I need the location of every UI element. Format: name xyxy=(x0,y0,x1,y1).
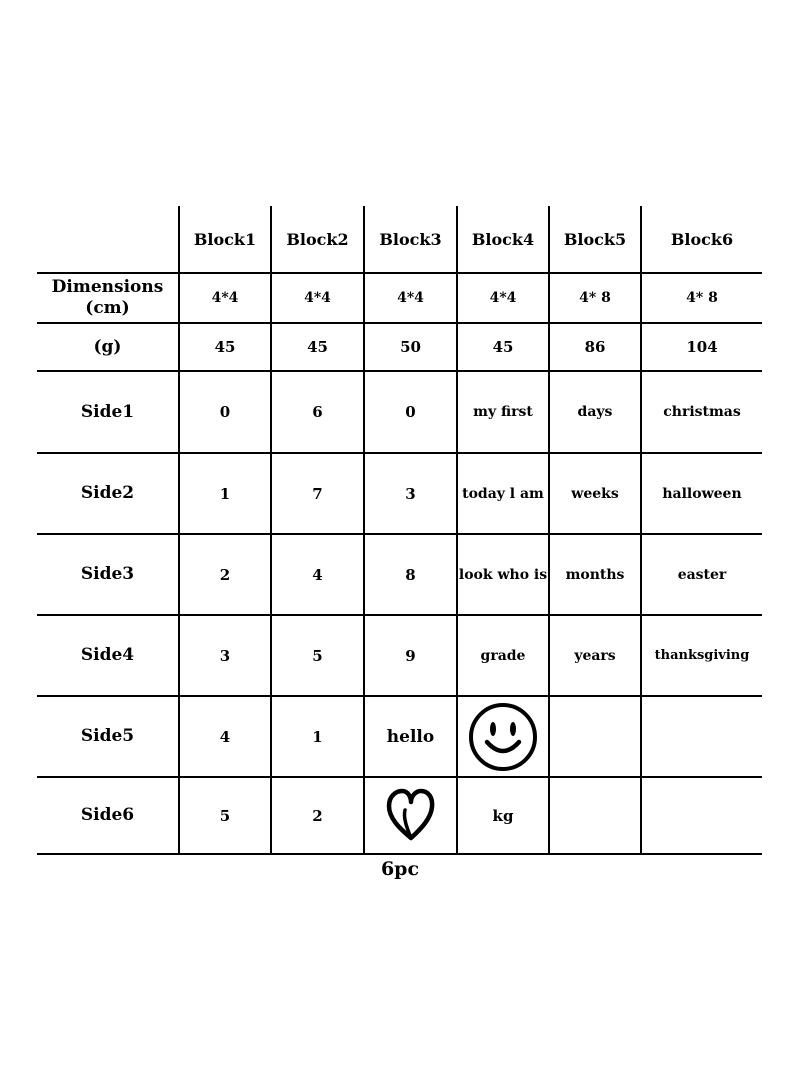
table-cell: my first xyxy=(457,371,549,453)
row-label-weight: (g) xyxy=(37,323,179,371)
table-row-side2 xyxy=(37,453,762,534)
table-cell: 0 xyxy=(179,371,271,453)
table-cell: 4* 8 xyxy=(641,273,762,323)
column-header-block5: Block5 xyxy=(549,206,641,273)
table-cell: weeks xyxy=(549,453,641,534)
table-cell: 45 xyxy=(271,323,364,371)
table-cell xyxy=(641,696,762,777)
table-cell: 45 xyxy=(179,323,271,371)
table-cell-icon xyxy=(364,777,457,854)
table-cell: years xyxy=(549,615,641,696)
table-row-side4 xyxy=(37,615,762,696)
smiley-face-icon xyxy=(468,702,538,772)
table-row-dimensions xyxy=(37,273,762,323)
table-cell: grade xyxy=(457,615,549,696)
column-header-block3: Block3 xyxy=(364,206,457,273)
table-cell xyxy=(549,777,641,854)
table-cell: 45 xyxy=(457,323,549,371)
table-cell xyxy=(549,696,641,777)
table-cell: 4*4 xyxy=(179,273,271,323)
table-cell xyxy=(641,777,762,854)
table-row-weight xyxy=(37,323,762,371)
block-spec-table xyxy=(37,206,762,855)
row-label-line: (cm) xyxy=(85,298,130,318)
row-label-side1: Side1 xyxy=(37,371,179,453)
row-label-side5: Side5 xyxy=(37,696,179,777)
footer-label: 6pc xyxy=(380,858,420,880)
row-label-side4: Side4 xyxy=(37,615,179,696)
table-cell: 4*4 xyxy=(364,273,457,323)
table-cell: months xyxy=(549,534,641,615)
table-row-side5 xyxy=(37,696,762,777)
row-label-dimensions xyxy=(37,273,179,323)
header-row xyxy=(37,206,762,273)
row-label-side6: Side6 xyxy=(37,777,179,854)
table-cell: 4*4 xyxy=(457,273,549,323)
table-cell: hello xyxy=(364,696,457,777)
table-cell-icon xyxy=(457,696,549,777)
table-cell: 1 xyxy=(179,453,271,534)
table-cell: 3 xyxy=(364,453,457,534)
table-cell: 1 xyxy=(271,696,364,777)
table-cell: days xyxy=(549,371,641,453)
table-cell: 86 xyxy=(549,323,641,371)
table-cell: 4 xyxy=(271,534,364,615)
table-cell: 50 xyxy=(364,323,457,371)
column-header-block6: Block6 xyxy=(641,206,762,273)
table-cell: 7 xyxy=(271,453,364,534)
table-cell: 6 xyxy=(271,371,364,453)
table-row-side3 xyxy=(37,534,762,615)
table-cell: 5 xyxy=(179,777,271,854)
table-cell: 4 xyxy=(179,696,271,777)
table-cell: 0 xyxy=(364,371,457,453)
column-header-block1: Block1 xyxy=(179,206,271,273)
table-cell: 8 xyxy=(364,534,457,615)
table-cell: 2 xyxy=(271,777,364,854)
table-cell: easter xyxy=(641,534,762,615)
table-row-side6 xyxy=(37,777,762,854)
column-header-block2: Block2 xyxy=(271,206,364,273)
table-cell: kg xyxy=(457,777,549,854)
table-cell: look who is xyxy=(457,534,549,615)
table-cell: 4* 8 xyxy=(549,273,641,323)
column-header-block4: Block4 xyxy=(457,206,549,273)
table-cell: 4*4 xyxy=(271,273,364,323)
row-label-line: Dimensions xyxy=(51,277,164,297)
row-label-side3: Side3 xyxy=(37,534,179,615)
corner-cell xyxy=(37,206,179,273)
table-cell: christmas xyxy=(641,371,762,453)
row-label-side2: Side2 xyxy=(37,453,179,534)
table-cell: 104 xyxy=(641,323,762,371)
table-cell: 5 xyxy=(271,615,364,696)
table-cell: 9 xyxy=(364,615,457,696)
table-cell: thanksgiving xyxy=(641,615,762,696)
table-row-side1 xyxy=(37,371,762,453)
table-cell: 3 xyxy=(179,615,271,696)
table-cell: 2 xyxy=(179,534,271,615)
table-cell: halloween xyxy=(641,453,762,534)
heart-icon xyxy=(385,788,437,844)
table-cell: today l am xyxy=(457,453,549,534)
